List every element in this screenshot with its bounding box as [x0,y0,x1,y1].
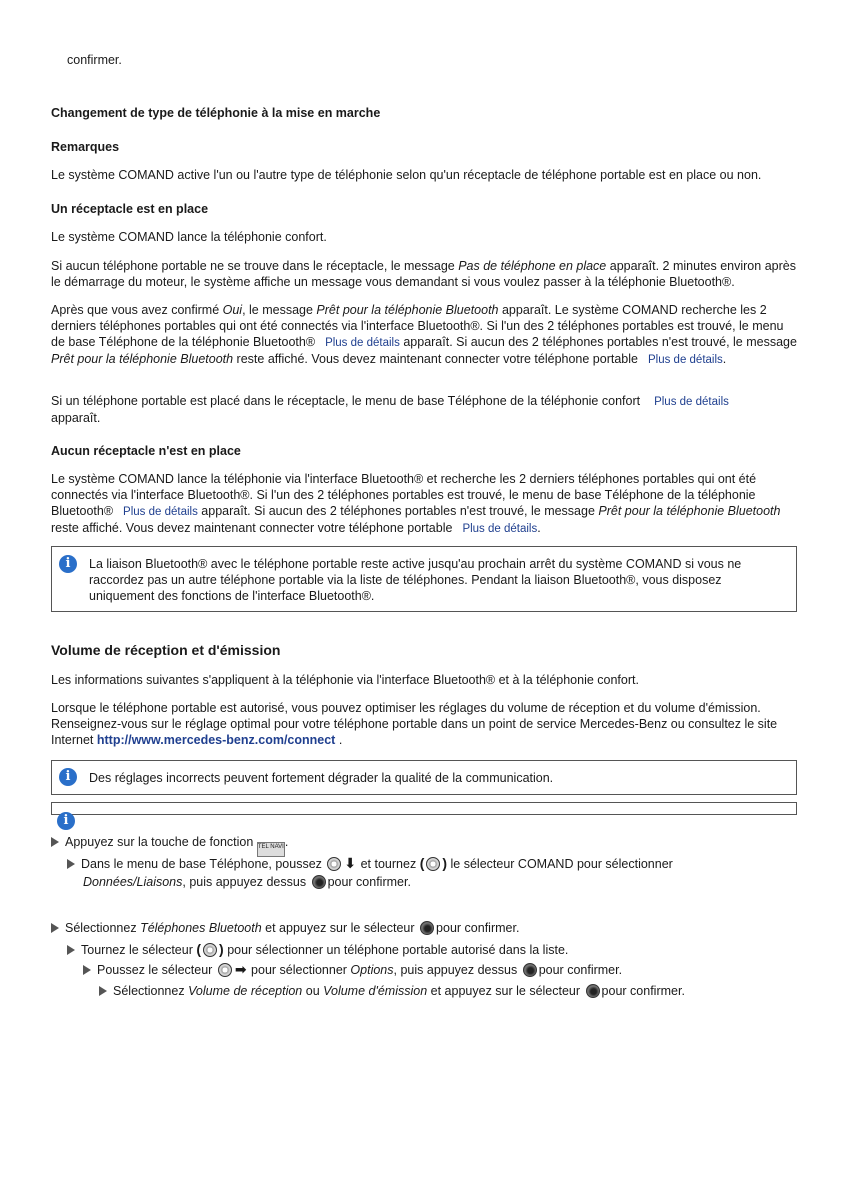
press-knob-icon [523,963,537,977]
controller-knob-icon [218,963,232,977]
paragraph [51,700,797,748]
step-6 [99,983,685,999]
section-heading-volume: Volume de réception et d'émission [51,642,281,658]
text: reste affiché. Vous devez maintenant connecter votre téléphone portable [233,352,638,366]
section-heading: Changement de type de téléphonie à la mise en marche [51,106,381,120]
step-text: et appuyez sur le sélecteur [427,984,581,998]
step-text: Poussez le sélecteur [97,963,213,977]
info-icon: i [59,555,77,573]
bullet-arrow-icon [67,859,75,869]
details-link[interactable]: Plus de détails [462,523,538,535]
step-text: et appuyez sur le sélecteur [261,921,415,935]
text: apparaît. Le système COMAND recherche les 2 derniers téléphones portables qui ont été connectés via l'interface Bluetooth®. Si l'un des 2 téléphones portables est trouvé, le menu de base Téléphone de la téléphonie Bluetooth® [51,303,784,349]
note-text: La liaison Bluetooth® avec le téléphone portable reste active jusqu'au prochain arrêt du système COMAND si vous ne raccordez pas un autre téléphone portable via la liste de téléphones. Pendant la liaison Bluetooth®, vous disposez uniquement des fonctions de l'interface Bluetooth®. [89,557,742,603]
details-link[interactable]: Plus de détails [647,354,723,366]
text: . [335,733,343,747]
bullet-arrow-icon [51,837,59,847]
remarks-heading: Remarques [51,140,120,154]
paragraph [51,471,797,537]
step-text: et tournez [360,857,417,871]
text: apparaît. 2 minutes environ après le démarrage du moteur, le système affiche un message vous demandant si vous voulez passer à la téléphonie Bluetooth®. [51,259,796,289]
rotate-left-icon: ( [419,855,425,871]
note-text: Des réglages incorrects peuvent fortement dégrader la qualité de la communication. [89,771,554,785]
text: Si un téléphone portable est placé dans le réceptacle, le menu de base Téléphone de la téléphonie confort [51,394,641,408]
paragraph: Le système COMAND lance la téléphonie confort. [51,230,327,244]
step-text: pour confirmer. [436,921,520,935]
step-3 [51,920,519,936]
arrow-down-icon: ⬇ [344,855,357,871]
remarks-text: Le système COMAND active l'un ou l'autre type de téléphonie selon qu'un réceptacle de téléphone portable est en place ou non. [51,168,762,182]
text: , le message [242,303,317,317]
emphasis: Prêt pour la téléphonie Bluetooth [51,352,234,366]
step-text: Dans le menu de base Téléphone, poussez [81,857,322,871]
paragraph [51,302,797,368]
subheading-receptacle: Un réceptacle est en place [51,202,209,216]
details-link[interactable]: Plus de détails [654,396,729,408]
step-text: Tournez le sélecteur [81,943,193,957]
step-text: pour confirmer. [601,984,685,998]
step-text: le sélecteur COMAND pour sélectionner [450,857,673,871]
step-2 [67,855,673,872]
step-text: pour confirmer. [327,875,411,889]
rotate-right-icon: ) [219,941,224,957]
intro-text: confirmer. [67,53,122,67]
step-text: , puis appuyez dessus [182,875,307,889]
step-text: Sélectionnez [113,984,189,998]
text: Lorsque le téléphone portable est autorisé, vous pouvez optimiser les réglages du volume de réception et du volume d'émission. Renseignez-vous sur le réglage optimal pour votre téléphone portable dans un point de service Mercedes-Benz ou consultez le site Internet [51,701,778,747]
details-link[interactable]: Plus de détails [123,506,198,518]
text: reste affiché. Vous devez maintenant connecter votre téléphone portable [51,521,453,535]
step-2-continued [83,874,411,890]
emphasis: Oui [222,303,243,317]
emphasis: Téléphones Bluetooth [140,921,262,935]
text: apparaît. [51,411,101,425]
info-note [51,760,797,795]
bullet-arrow-icon [99,986,107,996]
info-icon: i [59,768,77,786]
paragraph [51,258,797,290]
step-1 [51,834,288,857]
bullet-arrow-icon [67,945,75,955]
step-text: . [284,835,289,849]
bullet-arrow-icon [83,965,91,975]
text: Si aucun téléphone portable ne se trouve dans le réceptacle, le message [51,259,459,273]
emphasis: Volume de réception [188,984,303,998]
rotate-right-icon: ) [442,855,448,871]
tel-navi-button-icon: TEL NAVI [257,842,285,857]
emphasis: Données/Liaisons [83,875,183,889]
step-text: ou [302,984,324,998]
emphasis: Options [350,963,394,977]
text: Après que vous avez confirmé [51,303,223,317]
paragraph: Les informations suivantes s'appliquent à la téléphonie via l'interface Bluetooth® et à la téléphonie confort. [51,673,639,687]
arrow-right-icon: ➡ [234,961,247,977]
text: . [537,521,541,535]
step-text: pour sélectionner [251,963,351,977]
step-text: , puis appuyez dessus [393,963,518,977]
press-knob-icon [420,921,434,935]
controller-knob-icon [203,943,217,957]
rotate-left-icon: ( [196,941,202,957]
step-text: pour sélectionner un téléphone portable autorisé dans la liste. [227,943,569,957]
text: apparaît. Si aucun des 2 téléphones portables n'est trouvé, le message [197,504,599,518]
step-4 [67,941,568,958]
info-note [51,546,797,612]
press-knob-icon [586,984,600,998]
step-text: Appuyez sur la touche de fonction [65,835,254,849]
bullet-arrow-icon [51,923,59,933]
press-knob-icon [312,875,326,889]
step-text: Sélectionnez [65,921,141,935]
emphasis: Prêt pour la téléphonie Bluetooth [316,303,499,317]
text: . [722,352,727,366]
info-note-empty [51,802,797,828]
step-5 [83,962,622,978]
info-icon: i [57,812,75,830]
subheading-no-receptacle: Aucun réceptacle n'est en place [51,444,241,458]
emphasis: Volume d'émission [323,984,428,998]
website-link[interactable]: http://www.mercedes-benz.com/connect [96,733,336,747]
text: Le système COMAND lance la téléphonie via l'interface Bluetooth® et recherche les 2 derniers téléphones portables qui ont été connectés via l'interface Bluetooth®. Si l'un des 2 téléphones portables est trouvé, le menu de base Téléphone de la téléphonie Bluetooth® [51,472,757,518]
text: apparaît. Si aucun des 2 téléphones portables n'est trouvé, le message [399,335,797,349]
details-link[interactable]: Plus de détails [325,337,400,349]
emphasis: Prêt pour la téléphonie Bluetooth [598,504,781,518]
paragraph [51,393,797,426]
step-text: pour confirmer. [538,963,623,977]
emphasis: Pas de téléphone en place [458,259,607,273]
controller-knob-icon [327,857,341,871]
controller-knob-icon [426,857,440,871]
